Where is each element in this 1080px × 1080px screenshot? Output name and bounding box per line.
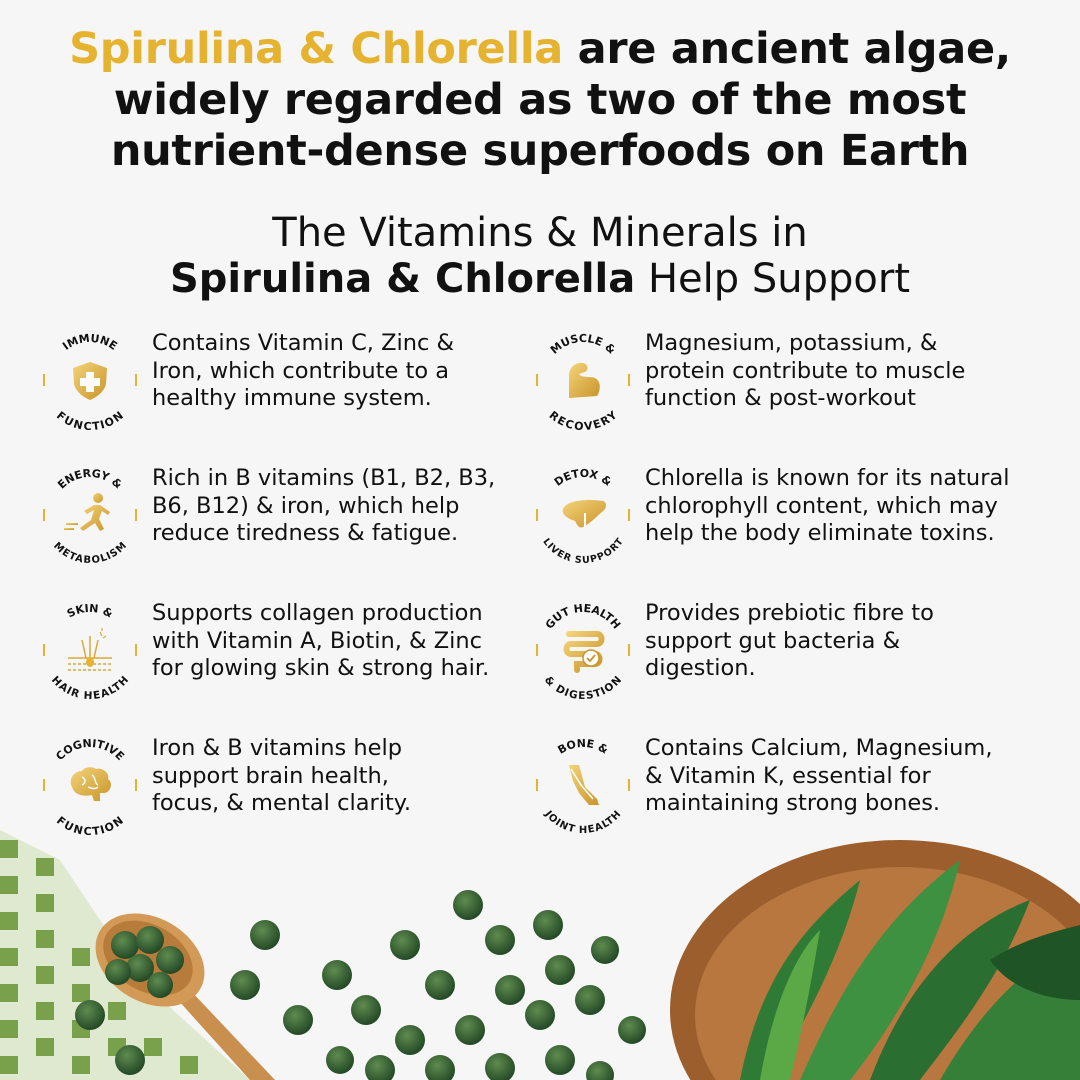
benefit-muscle [533,330,965,430]
badge-bottom-label: & DIGESTION [541,674,625,700]
desc-line: reduce tiredness & fatigue. [152,520,459,546]
liver-icon [563,500,606,528]
desc-line: focus, & mental clarity. [152,790,412,816]
benefit-description [645,735,992,818]
svg-text:ENERGY & [55,467,125,492]
brain-icon [71,767,111,801]
badge-top-label: BONE & [555,736,611,757]
desc-line: support gut bacteria & [645,627,901,654]
subheading-highlight: Spirulina & Chlorella [169,256,636,302]
desc-line: Supports collagen production [152,600,483,626]
badge-bottom-label: FUNCTION [54,813,126,835]
immune-badge [40,330,140,430]
svg-text:RECOVERY [547,408,621,430]
benefit-description [152,735,411,818]
headline-highlight: Spirulina & Chlorella [69,24,564,74]
desc-line: Chlorella is known for its natural [645,465,1010,491]
svg-text:HAIR HEALTH [49,674,131,700]
svg-text:FUNCTION [54,814,126,835]
desc-line: Contains Calcium, Magnesium, [645,735,993,761]
flexed-arm-icon [569,363,600,398]
badge-bottom-label: JOINT HEALTH [542,809,624,835]
headline-line1-rest: are ancient algae, [563,24,1011,74]
svg-text:FUNCTION [54,409,126,430]
headline-line3: nutrient-dense superfoods on Earth [110,126,970,176]
cognitive-badge [40,735,140,835]
bone-badge [533,735,633,835]
benefit-skin [40,600,489,700]
benefit-description [152,330,454,413]
desc-line: function & post-workout [645,385,916,411]
badge-bottom-label: FUNCTION [54,408,126,430]
benefit-description [645,465,1009,548]
svg-text:& DIGESTION [542,674,624,700]
desc-line: Provides prebiotic fibre to [645,600,934,626]
badge-top-label: IMMUNE [60,331,120,353]
svg-text:IMMUNE [60,332,119,353]
desc-line: healthy immune system. [152,385,432,411]
svg-text:DETOX & [552,467,614,489]
muscle-badge [533,330,633,430]
desc-line: Magnesium, potassium, & [645,330,938,356]
runner-icon [64,493,110,531]
benefit-detox [533,465,1009,565]
badge-top-label: GUT HEALTH [542,601,624,632]
desc-line: Iron, which contribute to a [152,357,450,384]
badge-bottom-label: LIVER SUPPORT [539,536,627,565]
benefit-energy [40,465,495,565]
subheading-line2-rest: Help Support [635,256,911,302]
badge-bottom-label: RECOVERY [546,408,620,430]
benefit-description [152,600,489,683]
subheading [0,210,1080,302]
desc-line: with Vitamin A, Biotin, & Zinc [152,627,483,654]
shield-cross-icon [73,362,107,400]
desc-line: Iron & B vitamins help [152,735,402,761]
benefit-cognitive [40,735,411,835]
energy-badge [40,465,140,565]
intestine-icon [567,634,602,670]
detox-badge [533,465,633,565]
badge-top-label: MUSCLE & [547,331,619,357]
badge-bottom-label: METABOLISM [50,540,130,565]
desc-line: chlorophyll content, which may [645,492,998,519]
svg-text:COGNITIVE [53,737,126,763]
desc-line: Rich in B vitamins (B1, B2, B3, [152,465,496,491]
desc-line: help the body eliminate toxins. [645,520,995,546]
svg-text:BONE & [555,737,610,757]
benefit-immune [40,330,454,430]
badge-top-label: ENERGY & [55,466,125,492]
desc-line: digestion. [645,655,756,681]
svg-text:MUSCLE & [548,332,618,357]
desc-line: maintaining strong bones. [645,790,941,816]
gut-badge [533,600,633,700]
benefit-description [645,600,934,683]
desc-line: B6, B12) & iron, which help [152,492,460,519]
desc-line: protein contribute to muscle [645,357,966,384]
headline [0,24,1080,177]
svg-text:JOINT HEALTH [542,809,624,835]
badge-top-label: COGNITIVE [53,736,127,764]
svg-text:METABOLISM [51,541,129,565]
benefit-description [645,330,965,413]
badge-top-label: SKIN & [64,601,115,621]
bone-joint-icon [569,765,599,805]
svg-text:SKIN & [65,602,115,621]
benefit-description [152,465,495,548]
subheading-line1: The Vitamins & Minerals in [272,210,808,256]
hair-follicle-icon [68,628,112,670]
svg-text:LIVER SUPPORT [540,536,626,565]
headline-line2: widely regarded as two of the most [113,75,967,125]
desc-line: support brain health, [152,762,389,789]
desc-line: for glowing skin & strong hair. [152,655,490,681]
badge-top-label: DETOX & [551,466,615,489]
desc-line: Contains Vitamin C, Zinc & [152,330,455,356]
benefit-gut [533,600,934,700]
svg-text:GUT HEALTH [543,602,623,632]
desc-line: & Vitamin K, essential for [645,762,931,789]
badge-bottom-label: HAIR HEALTH [48,674,132,700]
benefit-bone [533,735,992,835]
skin-badge [40,600,140,700]
